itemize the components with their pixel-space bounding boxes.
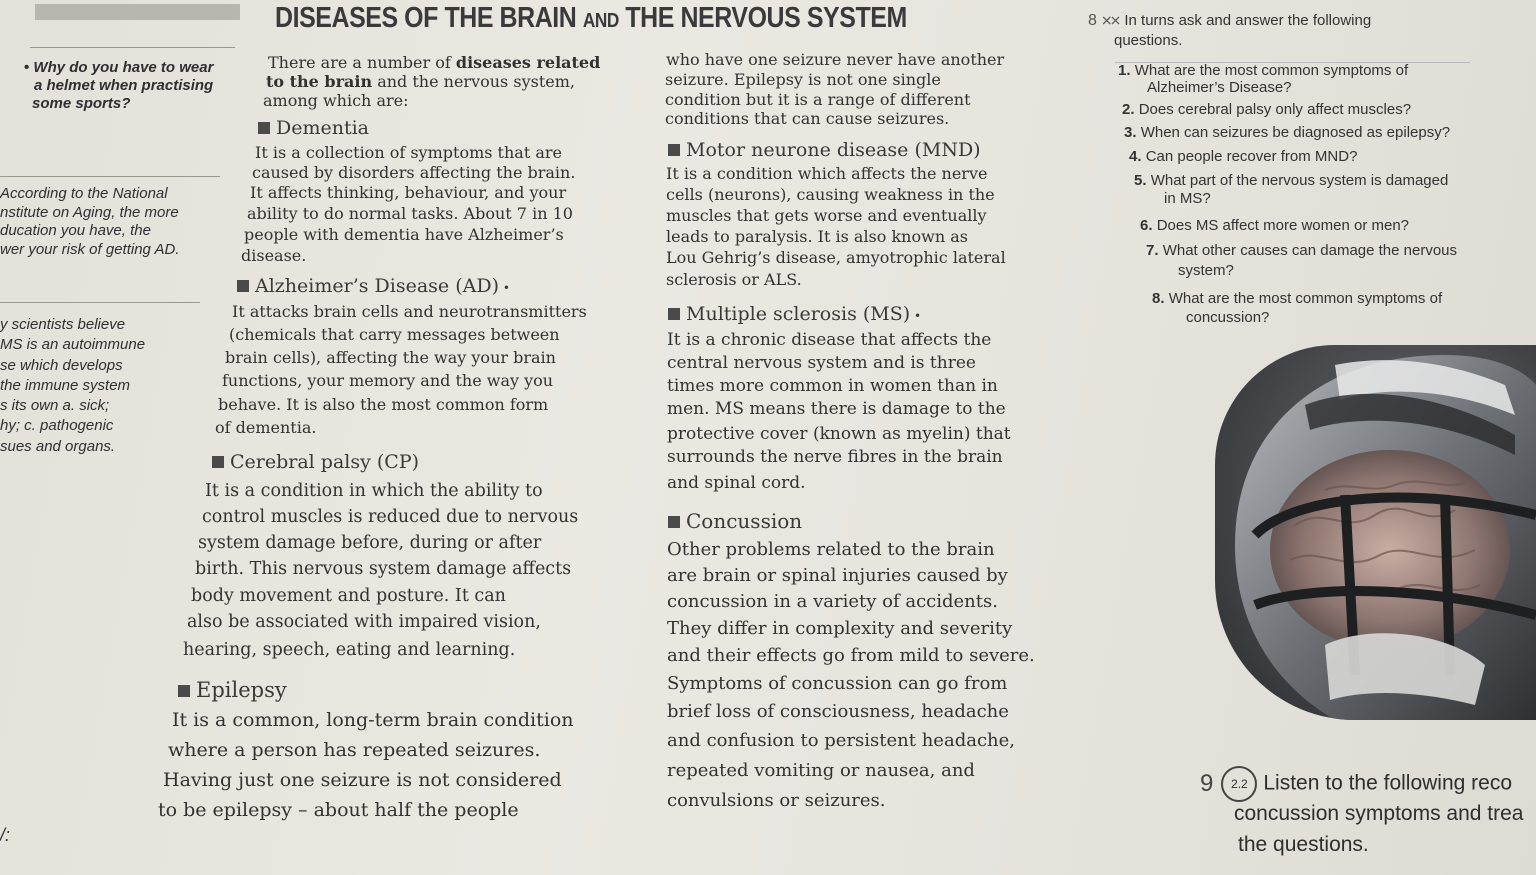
concussion-line: and confusion to persistent headache, [667,730,1015,751]
sidebar-rule-2 [0,302,200,303]
mnd-line: muscles that gets worse and eventually [666,206,987,225]
ms-line: protective cover (known as myelin) that [667,424,1011,444]
concussion-line: Symptoms of concussion can go from [667,673,1008,694]
cerebral-palsy-line: birth. This nervous system damage affects [195,559,572,579]
mnd-line: Lou Gehrig’s disease, amyotrophic lateral [666,248,1006,267]
cerebral-palsy-line: system damage before, during or after [198,533,542,553]
question-6: 6. Does MS affect more women or men? [1140,217,1410,234]
ms-line: times more common in women than in [667,376,998,396]
question-5-cont: in MS? [1164,190,1211,207]
alzheimers-line: functions, your memory and the way you [222,371,554,390]
cerebral-palsy-line: It is a condition in which the ability to [205,481,543,501]
heading-square-icon [668,144,680,156]
heading-square-icon [668,516,680,528]
helmet-photo [1215,345,1536,720]
alzheimers-line: It attacks brain cells and neurotransmitters [232,302,587,321]
question-8: 8. What are the most common symptoms of [1152,290,1443,307]
cerebral-palsy-line: also be associated with impaired vision, [187,612,541,632]
audio-track-icon: 2.2 [1221,766,1257,802]
cerebral-palsy-heading: Cerebral palsy (CP) [212,452,419,473]
alzheimers-line: of dementia. [215,418,317,437]
heading-square-icon [212,456,224,468]
alzheimers-line: (chemicals that carry messages between [229,325,560,344]
intro-line-3: among which are: [263,91,409,110]
exercise-9-header: 9 2.2 Listen to the following reco [1200,766,1512,802]
sidebar-ms-fact: y scientists believe MS is an autoimmune se which develops the immune system s its own a. sick; hy; c. pathogenic sues and organs. [0,316,146,455]
mnd-heading: Motor neurone disease (MND) [668,140,981,161]
dementia-line: people with dementia have Alzheimer’s [244,225,564,244]
mnd-line: It is a condition which affects the nerve [666,164,988,183]
epilepsy-line: It is a common, long-term brain condition [172,709,574,731]
question-2: 2. Does cerebral palsy only affect muscles? [1122,101,1412,118]
sidebar-fragment: /: [0,825,11,845]
ms-line: It is a chronic disease that affects the [667,330,992,350]
concussion-line: repeated vomiting or nausea, and [667,760,975,781]
mnd-line: cells (neurons), causing weakness in the [666,185,995,204]
question-7-cont: system? [1178,262,1234,279]
ms-line: men. MS means there is damage to the [667,399,1006,419]
epilepsy-cont-line: seizure. Epilepsy is not one single [665,70,941,89]
epilepsy-heading: Epilepsy [178,680,287,701]
alzheimers-line: behave. It is also the most common form [218,395,549,414]
concussion-line: are brain or spinal injuries caused by [667,565,1008,586]
ms-line: surrounds the nerve fibres in the brain [667,447,1003,467]
cerebral-palsy-line: control muscles is reduced due to nervous [202,507,579,527]
ms-line: central nervous system and is three [667,353,976,373]
concussion-line: brief loss of consciousness, headache [667,701,1009,722]
heading-square-icon [258,122,270,134]
epilepsy-line: to be epilepsy – about half the people [158,799,519,821]
heading-square-icon [178,685,190,697]
question-4: 4. Can people recover from MND? [1129,148,1358,165]
exercise-8-instruction: questions. [1114,32,1183,49]
question-3: 3. When can seizures be diagnosed as epilepsy? [1124,124,1451,141]
page-title: DISEASES OF THE BRAIN AND THE NERVOUS SYSTEM [275,2,907,34]
question-1: 1. What are the most common symptoms of [1118,62,1409,79]
heading-square-icon [237,280,249,292]
dementia-line: caused by disorders affecting the brain. [252,163,576,182]
concussion-line: concussion in a variety of accidents. [667,591,998,612]
header-tab-bar [35,4,240,20]
intro-line-2: to the brain and the nervous system, [266,72,575,91]
concussion-line: They differ in complexity and severity [667,618,1013,639]
sidebar-rule-top [30,47,235,48]
epilepsy-cont-line: who have one seizure never have another [666,50,1005,69]
dementia-line: ability to do normal tasks. About 7 in 10 [247,204,573,223]
pair-work-icon: ⨯⨯ [1100,12,1119,28]
concussion-line: and their effects go from mild to severe. [667,645,1035,666]
question-1-cont: Alzheimer’s Disease? [1147,79,1292,96]
ms-heading: Multiple sclerosis (MS) • [668,304,921,327]
cerebral-palsy-line: body movement and posture. It can [191,586,506,606]
mnd-line: leads to paralysis. It is also known as [666,227,968,246]
exercise-9-line-2: concussion symptoms and trea [1234,802,1524,825]
dementia-line: It affects thinking, behaviour, and your [250,183,567,202]
helmet-brain-illustration [1215,345,1536,720]
exercise-9-line-3: the questions. [1238,833,1369,856]
cerebral-palsy-line: hearing, speech, eating and learning. [183,640,516,660]
concussion-heading: Concussion [668,511,802,532]
ms-line: and spinal cord. [667,473,806,493]
epilepsy-cont-line: conditions that can cause seizures. [665,109,950,128]
intro-line-1: There are a number of diseases related [268,53,601,72]
dementia-line: disease. [241,246,307,265]
alzheimers-line: brain cells), affecting the way your brain [225,348,556,367]
question-8-cont: concussion? [1186,309,1270,326]
alzheimers-heading: Alzheimer’s Disease (AD) • [237,276,510,299]
question-5: 5. What part of the nervous system is damaged [1134,172,1449,189]
dementia-line: It is a collection of symptoms that are [255,143,562,162]
question-7: 7. What other causes can damage the nervous [1146,242,1458,259]
concussion-line: convulsions or seizures. [667,790,886,811]
epilepsy-cont-line: condition but it is a range of different [665,90,971,109]
exercise-8-header: 8 ⨯⨯ In turns ask and answer the following [1088,12,1372,29]
mnd-line: sclerosis or ALS. [666,270,802,289]
concussion-line: Other problems related to the brain [667,539,995,560]
epilepsy-line: where a person has repeated seizures. [168,739,541,761]
sidebar-question: • Why do you have to wear a helmet when practising some sports? [24,59,214,112]
heading-square-icon [668,308,680,320]
epilepsy-line: Having just one seizure is not considered [163,769,562,791]
sidebar-fact: According to the National nstitute on Aging, the more ducation you have, the wer your risk of getting AD. [0,185,180,258]
sidebar-rule-1 [0,176,220,177]
dementia-heading: Dementia [258,118,369,139]
